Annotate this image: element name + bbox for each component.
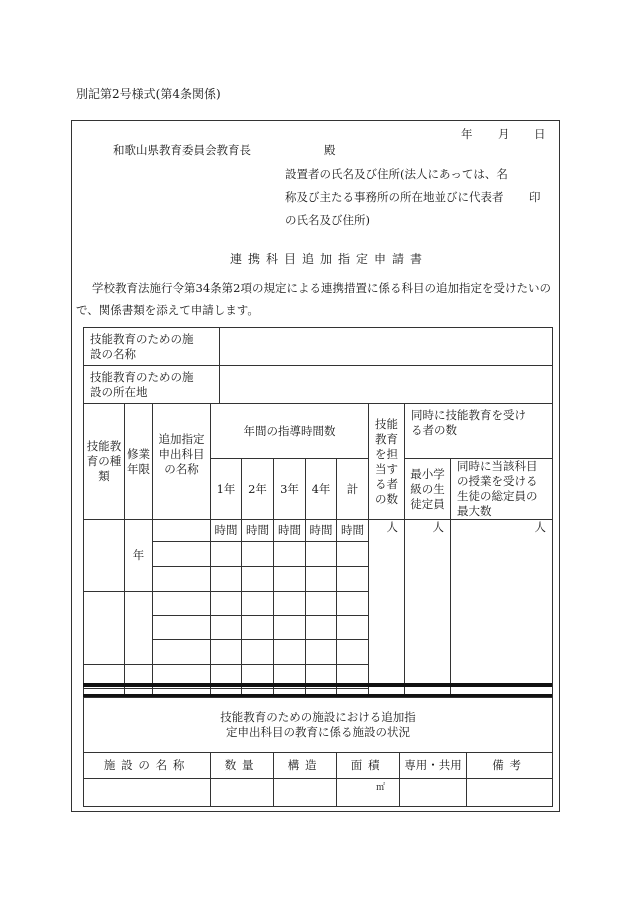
subject-cell[interactable] bbox=[153, 567, 211, 592]
max-total-cell[interactable]: 人 bbox=[451, 520, 553, 698]
facility-name-label: 技能教育のための施 設の名称 bbox=[84, 328, 220, 366]
facility-name-cell[interactable] bbox=[84, 779, 211, 807]
form-number: 別記第2号様式(第4条関係) bbox=[76, 87, 221, 101]
header-max-total-students: 同時に当該科目 の授業を受ける 生徒の総定員の 最大数 bbox=[451, 459, 553, 520]
facility-address-label: 技能教育のための施 設の所在地 bbox=[84, 366, 220, 404]
facility-name-value[interactable] bbox=[220, 328, 553, 366]
applicant-line-1: 設置者の氏名及び住所(法人にあっては、名 bbox=[285, 167, 508, 181]
header-year-1: 1年 bbox=[211, 459, 242, 520]
header-year-2: 2年 bbox=[242, 459, 274, 520]
facility-address-value[interactable] bbox=[220, 366, 553, 404]
document-title: 連携科目追加指定申請書 bbox=[230, 252, 429, 266]
exclusive-shared-cell[interactable] bbox=[400, 779, 467, 807]
quantity-cell[interactable] bbox=[211, 779, 274, 807]
subjects-table bbox=[83, 403, 553, 698]
header-subject-name: 追加指定 申出科目 の名称 bbox=[153, 404, 211, 520]
facility-status-title: 技能教育のための施設における追加指 定申出科目の教育に係る施設の状況 bbox=[84, 698, 553, 753]
header-skill-type: 技能教 育の種 類 bbox=[84, 404, 125, 520]
subject-cell[interactable] bbox=[153, 616, 211, 640]
subject-cell[interactable] bbox=[153, 592, 211, 616]
teachers-count-cell[interactable]: 人 bbox=[369, 520, 405, 698]
header-year-3: 3年 bbox=[274, 459, 306, 520]
header-total: 計 bbox=[337, 459, 369, 520]
hours-unit-year-2: 時間 bbox=[242, 520, 274, 542]
hours-unit-year-4: 時間 bbox=[306, 520, 337, 542]
addressee-name: 和歌山県教育委員会教育長 bbox=[113, 143, 251, 157]
hours-unit-total: 時間 bbox=[337, 520, 369, 542]
date-month: 月 bbox=[498, 127, 510, 141]
years-cell-1[interactable]: 年 bbox=[125, 520, 153, 592]
header-year-4: 4年 bbox=[306, 459, 337, 520]
subject-cell[interactable] bbox=[153, 542, 211, 567]
hours-unit-year-3: 時間 bbox=[274, 520, 306, 542]
min-class-cell[interactable]: 人 bbox=[405, 520, 451, 698]
header-teachers: 技能 教育 を担 当す る者 の数 bbox=[369, 404, 405, 520]
body-line-1: 学校教育法施行令第34条第2項の規定による連携措置に係る科目の追加指定を受けたいの bbox=[92, 281, 551, 295]
date-day: 日 bbox=[534, 127, 546, 141]
date-year: 年 bbox=[461, 127, 473, 141]
header-area: 面積 bbox=[337, 753, 400, 779]
header-concurrent-students: 同時に技能教育を受け る者の数 bbox=[405, 404, 553, 459]
remarks-cell[interactable] bbox=[467, 779, 553, 807]
skill-type-cell-2[interactable] bbox=[84, 592, 125, 665]
subject-cell[interactable] bbox=[153, 640, 211, 665]
structure-cell[interactable] bbox=[274, 779, 337, 807]
area-cell[interactable]: ㎡ bbox=[337, 779, 400, 807]
hours-unit-year-1: 時間 bbox=[211, 520, 242, 542]
table-row bbox=[84, 520, 553, 542]
header-study-years: 修業 年限 bbox=[125, 404, 153, 520]
facility-status-table bbox=[83, 697, 553, 807]
table-row bbox=[84, 779, 553, 807]
years-cell-2[interactable] bbox=[125, 592, 153, 665]
addressee-honorific: 殿 bbox=[324, 143, 336, 157]
skill-type-cell-1[interactable] bbox=[84, 520, 125, 592]
header-exclusive-shared: 専用・共用 bbox=[400, 753, 467, 779]
facility-table bbox=[83, 327, 553, 404]
header-structure: 構造 bbox=[274, 753, 337, 779]
header-annual-hours: 年間の指導時間数 bbox=[211, 404, 369, 459]
header-remarks: 備考 bbox=[467, 753, 553, 779]
body-line-2: で、関係書類を添えて申請します。 bbox=[76, 303, 259, 317]
applicant-line-2: 称及び主たる事務所の所在地並びに代表者 bbox=[285, 190, 504, 204]
applicant-line-3: の氏名及び住所) bbox=[285, 213, 370, 227]
header-quantity: 数量 bbox=[211, 753, 274, 779]
header-min-class-capacity: 最小学 級の生 徒定員 bbox=[405, 459, 451, 520]
seal-mark: 印 bbox=[529, 190, 541, 204]
section-divider-1 bbox=[83, 683, 552, 687]
header-facility-name: 施設の名称 bbox=[84, 753, 211, 779]
subject-cell[interactable] bbox=[153, 520, 211, 542]
